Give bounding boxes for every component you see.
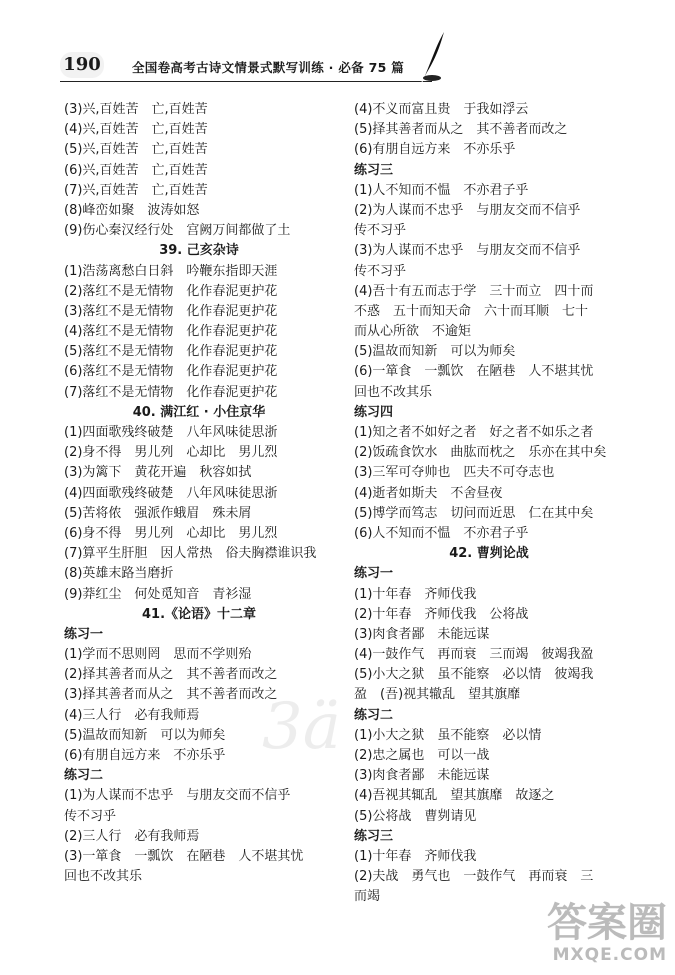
- answer-line: (6)一箪食 一瓢饮 在陋巷 人不堪其忧: [354, 364, 594, 380]
- answer-line: (1)浩荡离愁白日斜 吟鞭东指即天涯: [64, 263, 278, 279]
- answer-line: (3)为人谋而不忠乎 与朋友交而不信乎: [354, 243, 581, 259]
- answer-line: (2)身不得 男儿列 心却比 男儿烈: [64, 445, 278, 461]
- answer-line: (5)温故而知新 可以为师矣: [64, 727, 226, 743]
- answer-line: (1)四面歌残终破楚 八年风味徒思浙: [64, 425, 278, 440]
- answer-line: (5)苦将侬 强派作蛾眉 殊未屑: [64, 505, 252, 521]
- answer-line: (4)三人行 必有我师焉: [64, 707, 200, 723]
- exercise-label: 练习二: [354, 707, 394, 723]
- answer-line: (5)小大之狱 虽不能察 必以情 彼竭我: [354, 667, 594, 683]
- quill-feather-icon: [418, 28, 448, 84]
- answer-line: (5)公将战 曹刿请见: [354, 808, 477, 824]
- answer-line: 而竭: [354, 889, 381, 905]
- answer-line: (6)兴,百姓苦 亡,百姓苦: [64, 162, 208, 178]
- answer-line: (4)落红不是无情物 化作春泥更护花: [64, 324, 278, 340]
- answer-line: (2)饭疏食饮水 曲肱而枕之 乐亦在其中矣: [354, 445, 607, 461]
- watermark-logo-text: 答案圈: [547, 900, 667, 946]
- answer-line: (8)英雄末路当磨折: [64, 566, 174, 582]
- answer-line: (1)十年春 齐师伐我: [354, 586, 477, 602]
- exercise-label: 练习四: [354, 404, 394, 420]
- chapter-heading: 39. 己亥杂诗: [159, 243, 239, 259]
- exercise-label: 练习二: [64, 768, 104, 784]
- answer-line: (1)人不知而不愠 不亦君子乎: [354, 182, 529, 198]
- answer-line: (4)吾视其辄乱 望其旗靡 故逐之: [354, 788, 555, 804]
- answer-line: (2)落红不是无情物 化作春泥更护花: [64, 283, 278, 299]
- page-number: 190: [60, 52, 104, 78]
- answer-line: (9)莽红尘 何处觅知音 青衫湿: [64, 586, 252, 602]
- answer-line: (3)为篱下 黄花开遍 秋容如拭: [64, 465, 252, 481]
- answer-line: (1)学而不思则罔 思而不学则殆: [64, 647, 252, 663]
- answer-line: (2)择其善者而从之 其不善者而改之: [64, 667, 278, 683]
- answer-line: 传不习乎: [64, 808, 117, 824]
- answer-line: (3)一箪食 一瓢饮 在陋巷 人不堪其忧: [64, 848, 304, 864]
- answer-line: (2)夫战 勇气也 一鼓作气 再而衰 三: [354, 869, 594, 885]
- answer-line: (8)峰峦如聚 波涛如怒: [64, 202, 200, 218]
- answer-line: (6)有朋自远方来 不亦乐乎: [354, 142, 516, 158]
- exercise-label: 练习三: [354, 828, 394, 844]
- answer-line: (1)为人谋而不忠乎 与朋友交而不信乎: [64, 788, 291, 804]
- answer-line: (2)三人行 必有我师焉: [64, 828, 200, 844]
- chapter-heading: 41.《论语》十二章: [141, 606, 257, 622]
- answer-line: (9)伤心秦汉经行处 宫阙万间都做了土: [64, 223, 291, 239]
- answer-line: (1)十年春 齐师伐我: [354, 848, 477, 864]
- answer-line: (5)落红不是无情物 化作春泥更护花: [64, 344, 278, 360]
- answer-line: (1)小大之狱 虽不能察 必以情: [354, 727, 542, 743]
- answer-line: (3)三军可夺帅也 匹夫不可夺志也: [354, 465, 555, 481]
- exercise-label: 练习三: [354, 162, 394, 178]
- answer-line: (2)为人谋而不忠乎 与朋友交而不信乎: [354, 202, 581, 218]
- exercise-label: 练习一: [354, 566, 394, 582]
- header-rule: [60, 81, 432, 82]
- answer-line: (4)不义而富且贵 于我如浮云: [354, 102, 529, 117]
- answer-line: 传不习乎: [354, 223, 407, 239]
- running-title: 全国卷高考古诗文情景式默写训练 · 必备 75 篇: [132, 60, 405, 75]
- answer-line: (7)兴,百姓苦 亡,百姓苦: [64, 182, 208, 198]
- answer-line: 盈 (吾)视其辙乱 望其旗靡: [354, 687, 521, 703]
- answer-line: (7)落红不是无情物 化作春泥更护花: [64, 384, 278, 400]
- watermark-logo: [547, 901, 667, 965]
- watermark-middle: 3ä: [262, 690, 341, 764]
- answer-line: (4)一鼓作气 再而衰 三而竭 彼竭我盈: [354, 647, 594, 663]
- answer-line: (3)兴,百姓苦 亡,百姓苦: [64, 102, 208, 117]
- answer-line: (5)博学而笃志 切问而近思 仁在其中矣: [354, 505, 594, 521]
- watermark-logo-url: MXQE.COM: [552, 945, 667, 965]
- answer-line: (3)落红不是无情物 化作春泥更护花: [64, 303, 278, 319]
- answer-line: (3)择其善者而从之 其不善者而改之: [64, 687, 278, 703]
- answer-line: (6)有朋自远方来 不亦乐乎: [64, 748, 226, 763]
- right-column: [354, 100, 624, 908]
- answer-line: (7)算平生肝胆 因人常热 俗夫胸襟谁识我: [64, 546, 317, 562]
- answer-line: 回也不改其乐: [64, 869, 143, 885]
- answer-line: (3)肉食者鄙 未能远谋: [354, 768, 490, 784]
- answer-line: (6)人不知而不愠 不亦君子乎: [354, 525, 529, 541]
- answer-line: 传不习乎: [354, 263, 407, 279]
- answer-line: 回也不改其乐: [354, 384, 433, 400]
- answer-line: (3)肉食者鄙 未能远谋: [354, 626, 490, 642]
- chapter-heading: 42. 曹刿论战: [449, 546, 529, 562]
- answer-line: (2)忠之属也 可以一战: [354, 748, 490, 763]
- answer-line: (4)逝者如斯夫 不舍昼夜: [354, 485, 503, 501]
- answer-line: (4)吾十有五而志于学 三十而立 四十而: [354, 283, 594, 299]
- answer-line: 而从心所欲 不逾矩: [354, 324, 472, 340]
- answer-line: (4)四面歌残终破楚 八年风味徒思浙: [64, 485, 278, 501]
- exercise-label: 练习一: [64, 626, 104, 642]
- answer-line: (6)落红不是无情物 化作春泥更护花: [64, 364, 278, 380]
- answer-line: (1)知之者不如好之者 好之者不如乐之者: [354, 425, 594, 440]
- answer-line: (4)兴,百姓苦 亡,百姓苦: [64, 122, 208, 138]
- answer-line: (2)十年春 齐师伐我 公将战: [354, 606, 529, 622]
- answer-line: 不惑 五十而知天命 六十而耳顺 七十: [354, 303, 589, 319]
- answer-line: (5)温故而知新 可以为师矣: [354, 344, 516, 360]
- left-column: [64, 100, 334, 887]
- chapter-heading: 40. 满江红 · 小住京华: [132, 404, 266, 420]
- answer-line: (5)择其善者而从之 其不善者而改之: [354, 122, 568, 138]
- answer-line: (6)身不得 男儿列 心却比 男儿烈: [64, 525, 278, 541]
- answer-line: (5)兴,百姓苦 亡,百姓苦: [64, 142, 208, 158]
